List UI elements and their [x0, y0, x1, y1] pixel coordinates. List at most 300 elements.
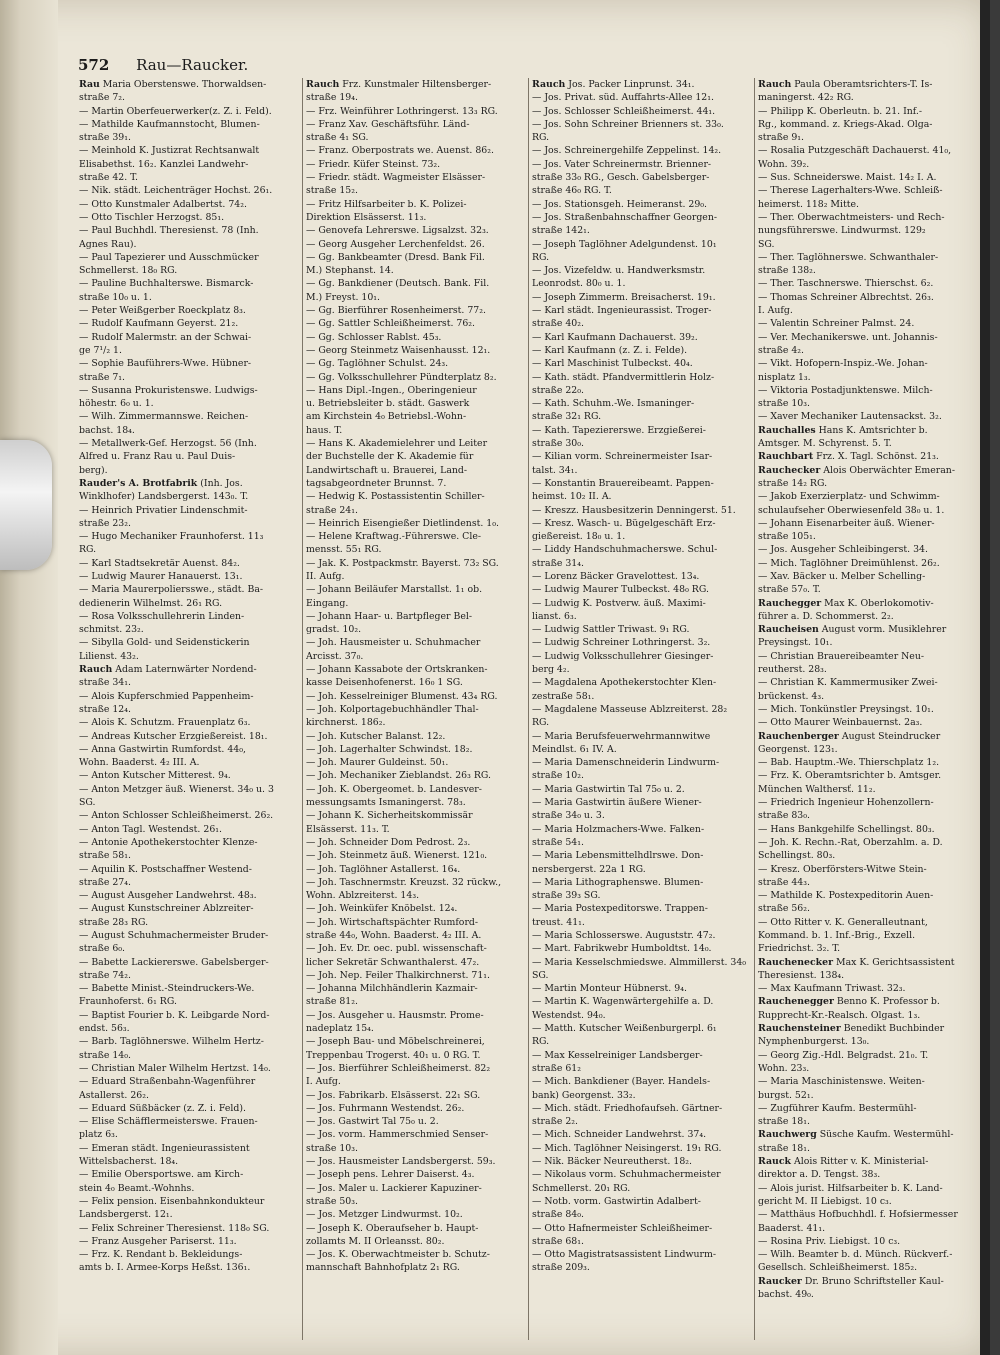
entry-text: — Franz Ausgeher Pariserst. 11₃. — [79, 1235, 237, 1247]
directory-entry-line — [79, 769, 298, 782]
entry-text: — Franz Xav. Geschäftsführ. Länd- — [306, 118, 470, 130]
entry-text: — Mart. Fabrikwebr Humboldtst. 14₀. — [532, 943, 712, 955]
directory-entry-line — [532, 304, 750, 317]
entry-text: August Steindrucker — [838, 730, 941, 742]
directory-entry-line — [532, 916, 750, 929]
surname-heading: Rauchenecker — [758, 956, 834, 968]
directory-entry-line — [306, 1049, 524, 1062]
directory-entry-line — [306, 1062, 524, 1075]
directory-entry-line — [532, 184, 750, 197]
directory-entry-line — [532, 1049, 750, 1062]
directory-entry-line — [79, 597, 298, 610]
directory-entry-line — [532, 676, 750, 689]
directory-entry-line — [79, 796, 298, 809]
entry-text: August vorm. Musiklehrer — [818, 624, 947, 636]
directory-entry-line — [306, 823, 524, 836]
directory-entry-line — [306, 198, 524, 211]
entry-text: — Thomas Schreiner Albrechtst. 26₃. — [758, 291, 934, 303]
directory-entry-line — [306, 158, 524, 171]
directory-entry-line — [306, 995, 524, 1008]
directory-column-3 — [528, 78, 754, 1340]
directory-entry-line — [306, 1128, 524, 1141]
entry-text: — Metallwerk-Gef. Herzogst. 56 (Inh. — [79, 438, 257, 450]
entry-text: — Jos. Privat. süd. Auffahrts-Allee 12₁. — [532, 92, 714, 104]
directory-entry-line — [758, 982, 976, 995]
directory-entry-line — [532, 1142, 750, 1155]
entry-text: straße 32₁ RG. — [532, 411, 602, 423]
directory-entry-line — [532, 863, 750, 876]
entry-text: Max K. Oberlokomotiv- — [821, 597, 934, 609]
entry-text: — Nikolaus vorm. Schuhmachermeister — [532, 1169, 721, 1181]
directory-entry-line — [306, 1195, 524, 1208]
directory-entry-line — [306, 1075, 524, 1088]
entry-text: Süsche Kaufm. Westermühl- — [816, 1129, 954, 1141]
entry-text: Paula Oberamtsrichters-T. Is- — [791, 79, 933, 90]
directory-entry-line — [306, 583, 524, 596]
directory-entry-line — [306, 557, 524, 570]
directory-entry-line — [758, 424, 976, 437]
directory-entry-line — [532, 1009, 750, 1022]
directory-entry-line — [532, 371, 750, 384]
page-edge-shadow — [980, 0, 990, 1355]
entry-text: straße 138₂. — [758, 265, 816, 277]
entry-text: — Anton Metzger äuß. Wienerst. 34₀ u. 3 — [79, 783, 274, 795]
directory-entry-line — [758, 716, 976, 729]
page-header — [78, 56, 248, 74]
entry-text: — Peter Weißgerber Roeckplatz 8₃. — [79, 305, 246, 317]
entry-text: heimerst. 118₂ Mitte. — [758, 198, 859, 210]
entry-text: — Paul Buchhdl. Theresienst. 78 (Inh. — [79, 225, 259, 237]
directory-entry-line — [79, 184, 298, 197]
entry-text: — Helene Kraftwag.-Führerswe. Cle- — [306, 531, 482, 543]
directory-entry-line — [306, 105, 524, 118]
directory-entry-line — [758, 1275, 976, 1288]
entry-text: — Joh. Kesselreiniger Blumenst. 43₄ RG. — [306, 690, 498, 702]
directory-entry-line — [758, 251, 976, 264]
directory-entry-line — [79, 464, 298, 477]
surname-heading: Rauchbart — [758, 451, 814, 463]
entry-text: — Max Kesselreiniger Landsberger- — [532, 1049, 703, 1061]
directory-entry-line — [306, 1208, 524, 1221]
entry-text: Wohn. Baaderst. 4₂ III. A. — [79, 757, 200, 769]
entry-text: — Joh. Taschnermstr. Kreuzst. 32 rückw., — [306, 876, 502, 888]
directory-entry-line — [758, 942, 976, 955]
directory-entry-line — [79, 158, 298, 171]
entry-text: SG. — [758, 238, 775, 250]
directory-entry-line — [79, 650, 298, 663]
entry-text: straße 31₄. — [532, 557, 584, 569]
entry-text: nadeplatz 15₄. — [306, 1023, 374, 1035]
directory-entry-line — [758, 450, 976, 463]
directory-entry-line — [532, 929, 750, 942]
directory-entry-line — [758, 1248, 976, 1261]
directory-entry-line — [532, 198, 750, 211]
entry-text: — Joh. Lagerhalter Schwindst. 18₂. — [306, 743, 473, 755]
entry-text: Jos. Packer Linprunst. 34₁. — [565, 79, 695, 90]
directory-entry-line — [306, 357, 524, 370]
entry-text: — Jak. K. Postpackmstr. Bayerst. 73₂ SG. — [306, 557, 499, 569]
directory-entry-line — [79, 1009, 298, 1022]
entry-text: straße 4₂. — [758, 344, 804, 356]
entry-text: — Gg. Sattler Schleißheimerst. 76₂. — [306, 318, 476, 330]
directory-entry-line — [79, 264, 298, 277]
entry-text: — Hans K. Akademielehrer und Leiter — [306, 438, 488, 450]
entry-text: — Friedrich Ingenieur Hohenzollern- — [758, 797, 934, 809]
entry-text: — Maria Gastwirtin äußere Wiener- — [532, 797, 702, 809]
entry-text: Kommand. b. 1. Inf.-Brig., Exzell. — [758, 930, 916, 941]
surname-heading: Raucheisen — [758, 624, 819, 636]
directory-entry-line — [758, 291, 976, 304]
directory-entry-line — [306, 663, 524, 676]
entry-text: — Babette Minist.-Steindruckers-We. — [79, 983, 255, 995]
entry-text: — Joh. Maurer Guldeinst. 50₁. — [306, 757, 449, 769]
directory-entry-line — [306, 796, 524, 809]
directory-entry-line — [758, 344, 976, 357]
directory-entry-line — [306, 610, 524, 623]
entry-text: — Joseph Bau- und Möbelschreinerei, — [306, 1036, 485, 1048]
entry-text: — Elise Schäfflermeisterswe. Frauen- — [79, 1116, 258, 1128]
entry-text: — Matth. Kutscher Weißenburgerpl. 6₁ — [532, 1023, 717, 1035]
directory-entry-line — [758, 238, 976, 251]
entry-text: straße 4₁ SG. — [306, 132, 369, 144]
directory-entry-line — [758, 1235, 976, 1248]
entry-text: — Heinrich Privatier Lindenschmit- — [79, 504, 248, 516]
entry-text: gericht M. II Liebigst. 10 c₃. — [758, 1195, 892, 1207]
entry-text: haus. T. — [306, 424, 343, 436]
directory-entry-line — [306, 184, 524, 197]
entry-text: heimst. 10₂ II. A. — [532, 491, 612, 503]
entry-text: — Johann K. Sicherheitskommissär — [306, 810, 473, 822]
directory-entry-line — [758, 557, 976, 570]
entry-text: straße 7₁. — [79, 371, 125, 383]
directory-entry-line — [79, 91, 298, 104]
entry-text: — Joh. Weinküfer Knöbelst. 12₄. — [306, 903, 458, 915]
directory-entry-line — [306, 982, 524, 995]
directory-entry-line — [306, 836, 524, 849]
entry-text: I. Aufg. — [306, 1076, 341, 1088]
directory-entry-line — [758, 118, 976, 131]
entry-text: (Inh. Jos. — [197, 477, 243, 489]
entry-text: straße 57₀. T. — [758, 584, 821, 596]
entry-text: — Zugführer Kaufm. Bestermühl- — [758, 1102, 917, 1114]
entry-text: — Vikt. Hofopern-Inspiz.-We. Johan- — [758, 358, 928, 370]
entry-text: straße 56₂. — [758, 903, 810, 915]
directory-entry-line — [532, 464, 750, 477]
entry-text: — Friedr. Küfer Steinst. 73₂. — [306, 158, 441, 170]
directory-entry-line — [306, 477, 524, 490]
entry-text: — Rosa Volksschullehrerin Linden- — [79, 610, 245, 622]
directory-entry-line — [532, 1208, 750, 1221]
entry-text: Winklhofer) Landsbergerst. 143₀. T. — [79, 491, 249, 503]
directory-entry-line — [79, 1102, 298, 1115]
entry-text: — Karl städt. Ingenieurassist. Troger- — [532, 305, 712, 317]
entry-text: — Bab. Hauptm.-We. Thierschplatz 1₂. — [758, 757, 940, 769]
directory-entry-line — [79, 530, 298, 543]
entry-text: — Ther. Oberwachtmeisters- und Rech- — [758, 211, 945, 223]
entry-text: ge 7¹/₂ 1. — [79, 344, 122, 356]
entry-text: Max K. Gerichtsassistent — [833, 956, 955, 968]
directory-column-1 — [76, 78, 302, 1340]
directory-entry-line — [306, 676, 524, 689]
entry-text: berg 4₂. — [532, 664, 570, 676]
directory-entry-line — [306, 543, 524, 556]
directory-entry-line — [306, 1168, 524, 1181]
directory-entry-line — [306, 1235, 524, 1248]
directory-entry-line — [532, 690, 750, 703]
directory-entry-line — [79, 1115, 298, 1128]
entry-text: — Karl Maschinist Tulbeckst. 40₄. — [532, 358, 693, 370]
entry-text: — Valentin Schreiner Palmst. 24. — [758, 318, 915, 330]
entry-text: brückenst. 4₃. — [758, 690, 825, 702]
directory-entry-line — [79, 410, 298, 423]
directory-entry-line — [758, 304, 976, 317]
directory-entry-line — [79, 995, 298, 1008]
entry-text: — Martin K. Wagenwärtergehilfe a. D. — [532, 996, 714, 1008]
entry-text: — Johann Eisenarbeiter äuß. Wiener- — [758, 517, 935, 529]
entry-text: — Joh. Kutscher Balanst. 12₂. — [306, 730, 446, 742]
directory-entry-line — [79, 1035, 298, 1048]
surname-heading: Rauchensteiner — [758, 1023, 841, 1035]
directory-entry-line — [306, 131, 524, 144]
directory-entry-line — [532, 823, 750, 836]
entry-text: — Maria Postexpeditorswe. Trappen- — [532, 903, 708, 915]
entry-text: amts b. I. Armee-Korps Heßst. 136₁. — [79, 1262, 251, 1274]
directory-entry-line — [758, 1261, 976, 1274]
entry-text: — Heinrich Eisengießer Dietlindenst. 1₀. — [306, 517, 499, 529]
entry-text: — Mich. Taglöhner Dreimühlenst. 26₂. — [758, 557, 940, 569]
directory-entry-line — [758, 583, 976, 596]
directory-entry-line — [306, 224, 524, 237]
entry-text: RG. — [532, 251, 550, 263]
entry-text: — Jos. Ausgeher u. Hausmstr. Prome- — [306, 1009, 484, 1021]
directory-entry-line — [758, 1102, 976, 1115]
entry-text: SG. — [532, 969, 549, 981]
directory-entry-line — [79, 131, 298, 144]
directory-entry-line — [758, 131, 976, 144]
directory-entry-line — [79, 863, 298, 876]
directory-entry-line — [758, 756, 976, 769]
directory-entry-line — [532, 557, 750, 570]
entry-text: — Maria Maschinistenswe. Weiten- — [758, 1076, 925, 1088]
entry-text: — Otto Kunstmaler Adalbertst. 74₂. — [79, 198, 247, 210]
entry-text: — Joh. Wirtschaftspächter Rumford- — [306, 916, 479, 928]
directory-entry-line — [306, 743, 524, 756]
entry-text: Adam Laternwärter Nordend- — [112, 664, 257, 676]
directory-entry-line — [79, 716, 298, 729]
entry-text: Benedikt Buchbinder — [840, 1023, 945, 1035]
entry-text: — Anna Gastwirtin Rumfordst. 44₀, — [79, 743, 246, 755]
entry-text: — Jos. Straßenbahnschaffner Georgen- — [532, 211, 717, 223]
entry-text: dedienerin Wilhelmst. 26₁ RG. — [79, 597, 223, 609]
entry-text: — Otto Ritter v. K. Generalleutnant, — [758, 916, 928, 928]
entry-text: — Maria Lithographenswe. Blumen- — [532, 876, 704, 888]
entry-text: — Ludwig Volksschullehrer Giesinger- — [532, 650, 714, 662]
entry-text: burgst. 52₁. — [758, 1089, 814, 1101]
directory-entry-line — [306, 384, 524, 397]
entry-text: direktor a. D. Tengst. 38₃. — [758, 1169, 881, 1181]
entry-text: — Jos. Stationsgeh. Heimeranst. 29₀. — [532, 198, 708, 210]
directory-entry-line — [79, 517, 298, 530]
entry-text: Lilienst. 43₂. — [79, 650, 139, 662]
entry-text: — Mich. Tonkünstler Preysingst. 10₁. — [758, 703, 934, 715]
directory-entry-line — [532, 397, 750, 410]
entry-text: RG. — [532, 132, 550, 144]
entry-text: — Eduard Straßenbahn-Wagenführer — [79, 1076, 256, 1088]
entry-text: bachst. 49₀. — [758, 1289, 814, 1301]
directory-entry-line — [758, 783, 976, 796]
entry-text: — Wilh. Zimmermannswe. Reichen- — [79, 411, 249, 423]
entry-text: — Alois Kupferschmied Pappenheim- — [79, 690, 254, 702]
directory-entry-line — [306, 251, 524, 264]
directory-entry-line — [306, 1022, 524, 1035]
directory-entry-line — [758, 504, 976, 517]
directory-entry-line — [758, 1142, 976, 1155]
entry-text: — Christian Brauereibeamter Neu- — [758, 650, 925, 662]
entry-text: — Joh. Mechaniker Zieblandst. 26₃ RG. — [306, 770, 491, 782]
directory-entry-line — [532, 636, 750, 649]
directory-entry-line — [306, 344, 524, 357]
entry-text: Nymphenburgerst. 13₀. — [758, 1036, 870, 1048]
directory-entry-line — [758, 956, 976, 969]
directory-entry-line — [758, 676, 976, 689]
directory-entry-line — [532, 1128, 750, 1141]
directory-entry-line — [79, 118, 298, 131]
entry-text: — Johanna Milchhändlerin Kazmair- — [306, 983, 478, 995]
entry-text: — Martin Oberfeuerwerker(z. Z. i. Feld). — [79, 105, 272, 117]
directory-entry-line — [79, 849, 298, 862]
directory-entry-line — [532, 783, 750, 796]
entry-text: — Therese Lagerhalters-Wwe. Schleiß- — [758, 185, 943, 197]
entry-text: straße 50₃. — [306, 1195, 358, 1207]
entry-text: — Anton Kutscher Mitterest. 9₄. — [79, 770, 231, 782]
directory-entry-line — [758, 171, 976, 184]
directory-entry-line — [306, 1115, 524, 1128]
directory-column-2 — [302, 78, 528, 1340]
directory-entry-line — [532, 889, 750, 902]
entry-text: Gesellsch. Schleißheimerst. 185₂. — [758, 1262, 918, 1274]
entry-text: RG. — [79, 544, 97, 556]
entry-text: — Wilh. Beamter b. d. Münch. Rückverf.- — [758, 1249, 953, 1261]
directory-entry-line — [306, 331, 524, 344]
entry-text: — Konstantin Brauereibeamt. Pappen- — [532, 477, 714, 489]
entry-text: — Sophie Bauführers-Wwe. Hübner- — [79, 358, 252, 370]
directory-entry-line — [758, 929, 976, 942]
directory-entry-line — [532, 1075, 750, 1088]
directory-entry-line — [79, 823, 298, 836]
directory-entry-line — [306, 902, 524, 915]
directory-entry-line — [306, 1142, 524, 1155]
directory-entry-line — [306, 690, 524, 703]
entry-text: straße 68₁. — [532, 1235, 584, 1247]
entry-text: M.) Stephanst. 14. — [306, 265, 394, 277]
entry-text: — Johann Kassabote der Ortskranken- — [306, 664, 488, 676]
directory-entry-line — [306, 530, 524, 543]
directory-entry-line — [79, 929, 298, 942]
entry-text: — Magdalene Masseuse Ablzreiterst. 28₂ — [532, 703, 728, 715]
directory-entry-line — [532, 1182, 750, 1195]
entry-text: — Meinhold K. Justizrat Rechtsanwalt — [79, 145, 260, 157]
entry-text: — Christian Maler Wilhelm Hertzst. 14₀. — [79, 1062, 271, 1074]
entry-text: — Joseph Taglöhner Adelgundenst. 10₁ — [532, 238, 717, 250]
directory-entry-line — [532, 291, 750, 304]
directory-entry-line — [306, 650, 524, 663]
entry-text: — Karl Stadtsekretär Auenst. 84₂. — [79, 557, 240, 569]
directory-entry-line — [532, 1035, 750, 1048]
entry-text: schmitst. 23₂. — [79, 624, 144, 636]
directory-entry-line — [306, 464, 524, 477]
entry-text: München Walthersť. 11₂. — [758, 783, 876, 795]
directory-entry-line — [79, 304, 298, 317]
directory-entry-line — [306, 1155, 524, 1168]
entry-text: Georgenst. 123₁. — [758, 743, 838, 755]
directory-entry-line — [758, 836, 976, 849]
entry-text: gießereist. 18₀ u. 1. — [532, 531, 626, 543]
directory-entry-line — [532, 809, 750, 822]
directory-entry-line — [758, 610, 976, 623]
directory-entry-line — [306, 769, 524, 782]
directory-entry-line — [79, 1208, 298, 1221]
directory-entry-line — [758, 105, 976, 118]
entry-text: endst. 56₃. — [79, 1023, 130, 1035]
directory-entry-line — [306, 1035, 524, 1048]
entry-text: — Georg Ausgeher Lerchenfeldst. 26. — [306, 238, 485, 250]
surname-heading: Rauch — [758, 79, 792, 90]
entry-text: — Notb. vorm. Gastwirtin Adalbert- — [532, 1195, 701, 1207]
directory-entry-line — [758, 543, 976, 556]
entry-text: — Jakob Exerzierplatz- und Schwimm- — [758, 491, 940, 503]
entry-text: — Felix pension. Eisenbahnkondukteur — [79, 1195, 265, 1207]
entry-text: — Jos. Metzger Lindwurmst. 10₂. — [306, 1209, 463, 1221]
entry-text: — Jos. K. Oberwachtmeister b. Schutz- — [306, 1249, 490, 1261]
directory-entry-line — [532, 902, 750, 915]
directory-entry-line — [306, 876, 524, 889]
directory-entry-line — [758, 384, 976, 397]
directory-entry-line — [306, 756, 524, 769]
entry-text: — Jos. Sohn Schreiner Brienners st. 33₀. — [532, 118, 724, 130]
page-number: 572 — [78, 56, 110, 74]
entry-text: — Ther. Taschnerswe. Thierschst. 6₂. — [758, 278, 934, 290]
entry-text: Amtsger. M. Schyrenst. 5. T. — [758, 438, 892, 450]
directory-entry-line — [79, 277, 298, 290]
directory-entry-line — [306, 849, 524, 862]
entry-text: SG. — [79, 797, 96, 809]
entry-text: zestraße 58₁. — [532, 690, 595, 702]
entry-text: Eingang. — [306, 597, 349, 609]
directory-entry-line — [79, 211, 298, 224]
directory-entry-line — [532, 158, 750, 171]
directory-entry-line — [306, 304, 524, 317]
entry-text: — Barb. Taglöhnerswe. Wilhelm Hertz- — [79, 1036, 264, 1048]
directory-entry-line — [532, 995, 750, 1008]
entry-text: zollamts M. II Orleansst. 80₂. — [306, 1235, 445, 1247]
entry-text: — Rudolf Kaufmann Geyerst. 21₂. — [79, 318, 239, 330]
directory-entry-line — [306, 1261, 524, 1274]
directory-entry-line — [79, 397, 298, 410]
directory-entry-line — [758, 78, 976, 91]
entry-text: RG. — [532, 1036, 550, 1048]
directory-entry-line — [758, 730, 976, 743]
entry-text: — Xav. Bäcker u. Melber Schelling- — [758, 570, 926, 582]
directory-entry-line — [532, 317, 750, 330]
entry-text: Wohn. 39₂. — [758, 158, 810, 170]
directory-entry-line — [79, 902, 298, 915]
entry-text: — Jos. Vizefeldw. u. Handwerksmstr. — [532, 265, 706, 277]
directory-entry-line — [758, 437, 976, 450]
directory-entry-line — [758, 995, 976, 1008]
entry-text: — Babette Lackiererswe. Gabelsberger- — [79, 956, 269, 968]
entry-text: Meindlst. 6₁ IV. A. — [532, 743, 617, 755]
entry-text: — Joh. Hausmeister u. Schuhmacher — [306, 637, 481, 649]
